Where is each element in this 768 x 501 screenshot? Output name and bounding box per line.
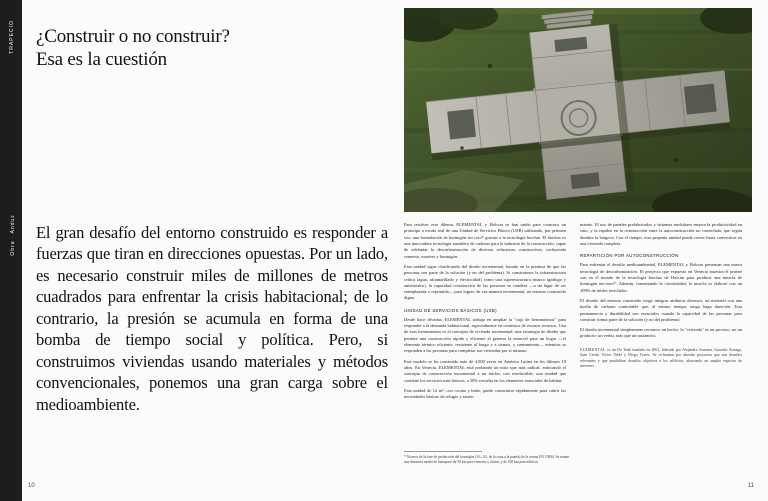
paragraph: El diseño incremental simplemente reconoce un hecho: la "vivienda" es un proceso, no un producto: un verbo, más que un sustantivo. (580, 327, 742, 339)
paragraph: Desde hace décadas, ELEMENTAL trabaja en ampliar la "caja de herramientas" para responder a la demanda habitacional, especialmente en contextos de escasos recursos. Una de esas herramientas es el concepto de vivienda incremental: una estrategia de diseño que permite una construcción rápida y eficiente al generar la esencial pasa un hogar —el elemento térmico eficiente, resistente al fuego y a sismos, y saneamiento— mientras se responden a las personas para completar sus viviendas por sí mismas. (404, 316, 566, 354)
paragraph: Para enfrentar el desafío medioambiental, ELEMENTAL y Holcim presentan una nueva tecnología de descarbonización. El proyecto que expuesto en Venecia muestra el primer con en el mundo de la tecnología biochar de Holcim para producir una mezcla de hormigón net-zero*. Además, fomentando la circularidad, la mezcla se elaboró con un 100% de áridos reciclados. (580, 262, 742, 293)
article-deck: El gran desafío del entorno construido es responder a fuerzas que tiran en direcciones opuestas. Por un lado, es necesario construir miles de millones de metros cuadrados para enfrentar la crisis habitacional; de lo contrario, la presión se acumula en forma de una bomba de tiempo social y política. Pero, si construimos viviendas usando materiales y métodos convencionales, ponemos una gran carga sobre el medioambiente. (36, 223, 388, 414)
footnote-rule (404, 451, 482, 452)
bio-note-lead: ELEMENTAL (580, 347, 606, 352)
paragraph: El desafío del entorno construido exige integrar atributos diversos: un material con una huella de carbono controlable que, al mismo tiempo, tenga larga duración. Esta permanencia y durabilidad son esenciales cuando la capacidad de las personas para construir forma parte de la solución (y no del problema). (580, 297, 742, 322)
aerial-photo (404, 8, 752, 212)
headline-line-1: ¿Construir o no construir? (36, 25, 230, 47)
headline-line-2: Esa es la cuestión (36, 48, 167, 70)
footnote: * Alcance de la fase de producción del hormigón (A1–A3, de la cuna a la puerta) de la norma EN 15804. Se toman una distancia media de transporte de 50 km para cemento y áridos, y de 100 km para aditivos. (404, 455, 570, 464)
section-subhead: UNIDAD DE SERVICIOS BÁSICOS (USB) (404, 307, 497, 313)
body-column-left (404, 222, 566, 405)
section-subhead: REPARTICIÓN POR AUTOCONSTRUCCIÓN (580, 253, 679, 259)
page-spine (0, 0, 22, 501)
paragraph: Este modelo se ha construido más de 4.000 veces en América Latina en los últimos 10 años. En Venecia, ELEMENTAL está probando un mito que más radical, enfocando el concepto de construcción incremental a un núcleo casi irreductible: una unidad que contiene los servicios más básicos, a 30% resuelta en los elementos esenciales de habitar. (404, 358, 566, 383)
footnote-area (404, 455, 742, 465)
paragraph: Esta unidad de 12 m², con cocina y baño, puede construirse rápidamente para cubrir las necesidades básicas de refugio y sanea- (404, 387, 566, 400)
bio-note-text: es un Do Tank fundado en 2001, liderado por Alejandro Aravena, Gonzalo Arteaga, Juan Cerda, Víctor Oddó y Diego Torres. Se re-fundan por abordar proyectos que son desafíos relevantes y que posibilitan desafíos objetivos a los edificios, abarcando un amplio espectro de intereses. (580, 347, 743, 369)
bio-note (580, 348, 742, 370)
paragraph: Para resolver este dilema, ELEMENTAL y Holcim se han unido para construir un prototipo a escala real de una Unidad de Servicios Básico (USB) utilizando, por primera vez, una formulación de hormigón sin cero* gracias a la tecnología biochar. El biochar es una innovadora tecnología sumidero de carbono para la industria de la construcción, capaz de adelantar la descarbonización de diversas soluciones constructivas, incluyendo cemento, mortero y hormigón. (404, 222, 566, 259)
aerial-photo-graphic (404, 8, 752, 212)
paragraph: miento. El uso de paneles prefabricados y sistemas modulares mejora la productividad en sitio, y la rapidez en la construcción entre la autoconstrucción no controlada, que según durabre la longeva. Con el tiempo, esta pequeña unidad puede crecer hasta convertirse en una vivienda completa. (580, 222, 742, 246)
spine-label-top: TRAPECIO (9, 20, 15, 54)
body-column-right (580, 222, 742, 370)
folio-left: 10 (28, 483, 35, 489)
paragraph: Esta unidad sigue clasificando del diseño incremental, basado en la premisa de que las personas son parte de la solución (y no del problema). Si construimos la infraestructura crítica (agua, alcantarillado y electricidad) como una superestructura (marco ignífugo y antisísmico), la capacidad constructiva de las personas se canaliza —a un lugar de ser reemplazada o reprimida— para lograr, de esa manera incremental, un entorno construido digno. (404, 263, 566, 301)
spine-label-middle: Obra · Anduz (10, 214, 16, 256)
page-title (36, 25, 386, 71)
folio-right: 11 (747, 483, 754, 489)
